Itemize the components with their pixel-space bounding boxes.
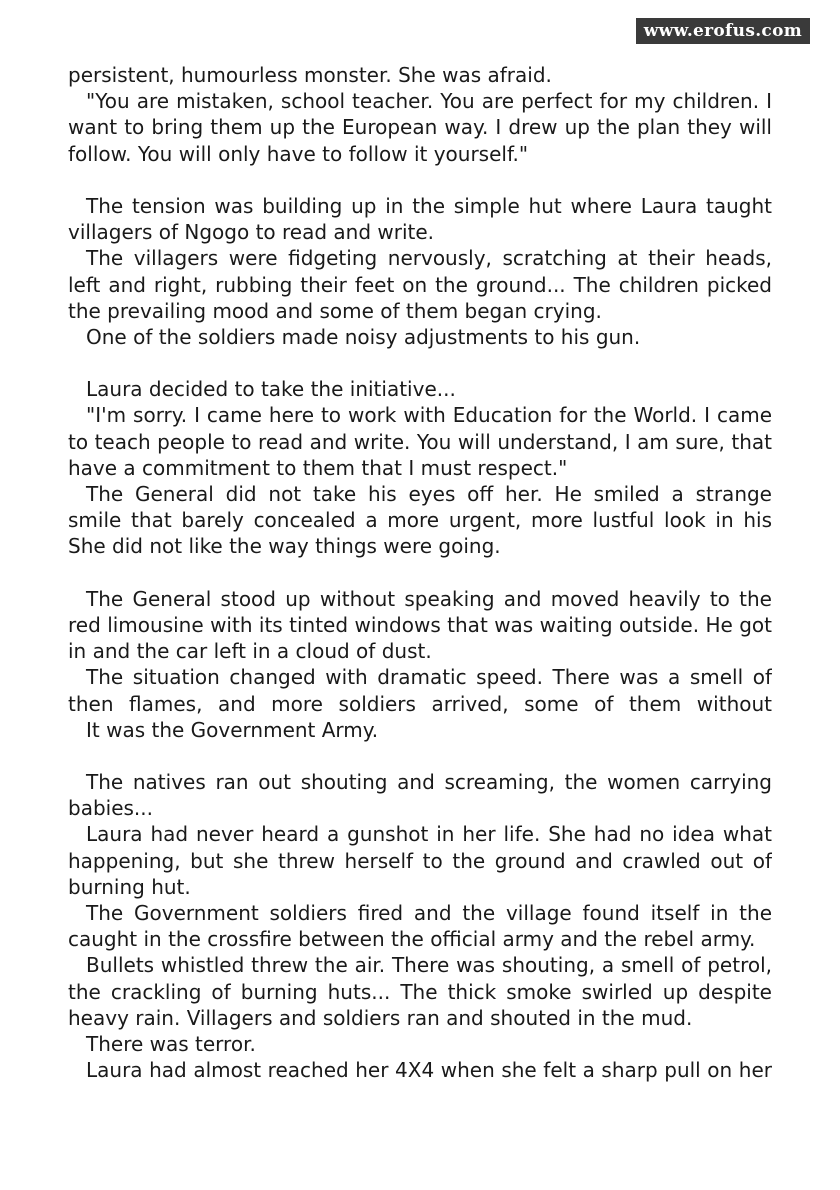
text-line: want to bring them up the European way. I drew up the plan they will: [68, 115, 772, 140]
text-line: Laura decided to take the initiative...: [86, 377, 456, 402]
text-line: The tension was building up in the simple hut where Laura taught: [86, 193, 772, 218]
text-line: One of the soldiers made noisy adjustments to his gun.: [86, 324, 641, 349]
text-line: Laura had almost reached her 4X4 when she felt a sharp pull on her: [86, 1058, 772, 1083]
text-line: happening, but she threw herself to the ground and crawled out of: [68, 848, 772, 873]
text-line: heavy rain. Villagers and soldiers ran and shouted in the mud.: [68, 1005, 693, 1030]
text-line: babies...: [68, 796, 153, 821]
text-line: caught in the crossfire between the official army and the rebel army.: [68, 927, 756, 952]
text-line: red limousine with its tinted windows that was waiting outside. He got: [68, 612, 772, 637]
text-line: smile that barely concealed a more urgent, more lustful look in his: [68, 508, 772, 533]
paragraph-gap: [68, 167, 772, 193]
text-line: Bullets whistled threw the air. There was shouting, a smell of petrol,: [86, 953, 772, 978]
text-line: have a commitment to them that I must respect.": [68, 455, 568, 480]
text-line: It was the Government Army.: [86, 717, 379, 742]
paragraph-gap: [68, 350, 772, 376]
text-line: left and right, rubbing their feet on the ground... The children picked: [68, 272, 772, 297]
text-line: follow. You will only have to follow it yourself.": [68, 141, 529, 166]
text-line: The Government soldiers fired and the village found itself in the: [86, 901, 772, 925]
text-line: persistent, humourless monster. She was afraid.: [68, 63, 552, 87]
text-line: burning hut.: [68, 874, 191, 899]
text-line: then flames, and more soldiers arrived, some of them without: [68, 691, 772, 716]
paragraph-gap: [68, 743, 772, 769]
text-line: to teach people to read and write. You will understand, I am sure, that: [68, 429, 772, 454]
text-line: the crackling of burning huts... The thick smoke swirled up despite: [68, 979, 772, 1004]
text-line: The General stood up without speaking and moved heavily to the: [86, 586, 772, 611]
text-line: "You are mistaken, school teacher. You are perfect for my children. I: [86, 89, 772, 114]
text-line: villagers of Ngogo to read and write.: [68, 220, 435, 245]
text-line: the prevailing mood and some of them began crying.: [68, 298, 602, 323]
text-line: She did not like the way things were going.: [68, 534, 501, 559]
text-line: The villagers were fidgeting nervously, scratching at their heads,: [86, 246, 772, 271]
paragraph-gap: [68, 560, 772, 586]
text-line: in and the car left in a cloud of dust.: [68, 639, 432, 664]
text-line: The natives ran out shouting and screaming, the women carrying: [86, 770, 772, 795]
text-line: The situation changed with dramatic speed. There was a smell of: [86, 665, 772, 690]
text-line: "I'm sorry. I came here to work with Education for the World. I came: [86, 403, 772, 428]
watermark-logo: www.erofus.com: [636, 18, 810, 44]
text-line: There was terror.: [86, 1031, 256, 1056]
text-line: Laura had never heard a gunshot in her life. She had no idea what: [86, 822, 772, 847]
document-page: [68, 62, 772, 1083]
text-line: The General did not take his eyes off her. He smiled a strange: [86, 482, 772, 506]
